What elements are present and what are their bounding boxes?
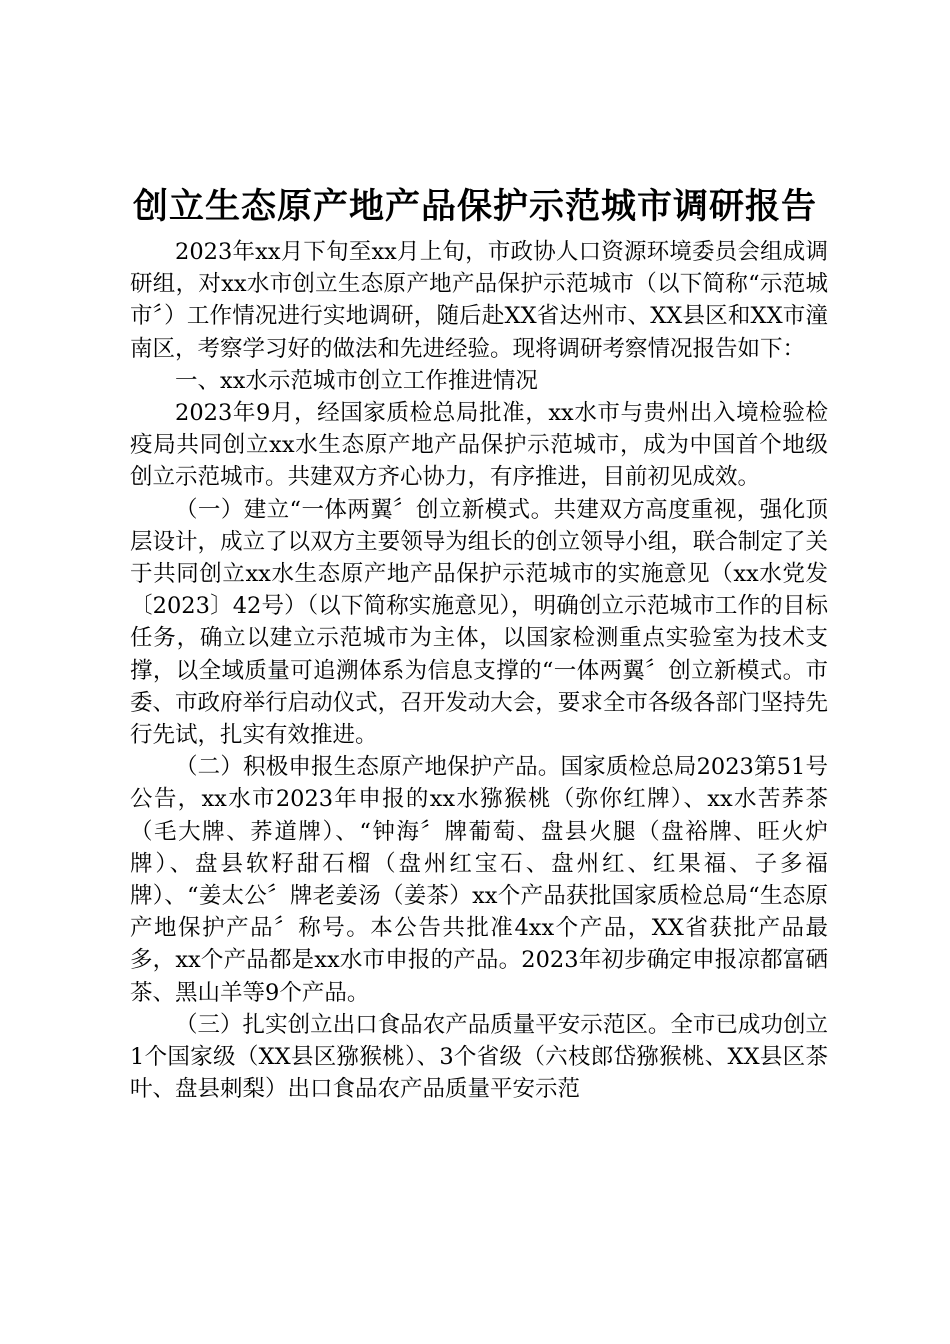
paragraph-intro: 2023年xx月下旬至xx月上旬，市政协人口资源环境委员会组成调研组，对xx水市创立生态原产地产品保护示范城市（以下简称“示范城市〞）工作情况进行实地调研，随后赴XX省达州市、XX县区和XX市潼南区，考察学习好的做法和先进经验。现将调研考察情况报告如下：: [130, 239, 828, 362]
document-title: 创立生态原产地产品保护示范城市调研报告: [132, 186, 817, 227]
paragraph-item-3: （三）扎实创立出口食品农产品质量平安示范区。全市已成功创立1个国家级（XX县区猕猴桃）、3个省级（六枝郎岱猕猴桃、XX县区茶叶、盘县刺梨）出口食品农产品质量平安示范: [130, 1011, 828, 1103]
section-heading-1: 一、xx水示范城市创立工作推进情况: [175, 367, 538, 394]
paragraph-item-2: （二）积极申报生态原产地保护产品。国家质检总局2023第51号公告，xx水市2023年申报的xx水猕猴桃（弥你红牌）、xx水苦荞茶（毛大牌、荞道牌）、“钟海〞牌葡萄、盘县火腿（盘裕牌、旺火炉牌）、盘县软籽甜石榴（盘州红宝石、盘州红、红果福、子多福牌）、“姜太公〞牌老姜汤（姜茶）xx个产品获批国家质检总局“生态原产地保护产品〞称号。本公告共批准4xx个产品，XX省获批产品最多，xx个产品都是xx水市申报的产品。2023年初步确定申报凉都富硒茶、黑山羊等9个产品。: [130, 754, 828, 1006]
paragraph-item-1: （一）建立“一体两翼〞创立新模式。共建双方高度重视，强化顶层设计，成立了以双方主要领导为组长的创立领导小组，联合制定了关于共同创立xx水生态原产地产品保护示范城市的实施意见（xx水党发〔2023〕42号）（以下简称实施意见），明确创立示范城市工作的目标任务，确立以建立示范城市为主体，以国家检测重点实验室为技术支撑，以全域质量可追溯体系为信息支撑的“一体两翼〞创立新模式。市委、市政府举行启动仪式，召开发动大会，要求全市各级各部门坚持先行先试，扎实有效推进。: [130, 496, 828, 749]
document-body: [130, 236, 828, 1105]
paragraph-background: 2023年9月，经国家质检总局批准，xx水市与贵州出入境检验检疫局共同创立xx水生态原产地产品保护示范城市，成为中国首个地级创立示范城市。共建双方齐心协力，有序推进，目前初见成效。: [130, 400, 828, 491]
